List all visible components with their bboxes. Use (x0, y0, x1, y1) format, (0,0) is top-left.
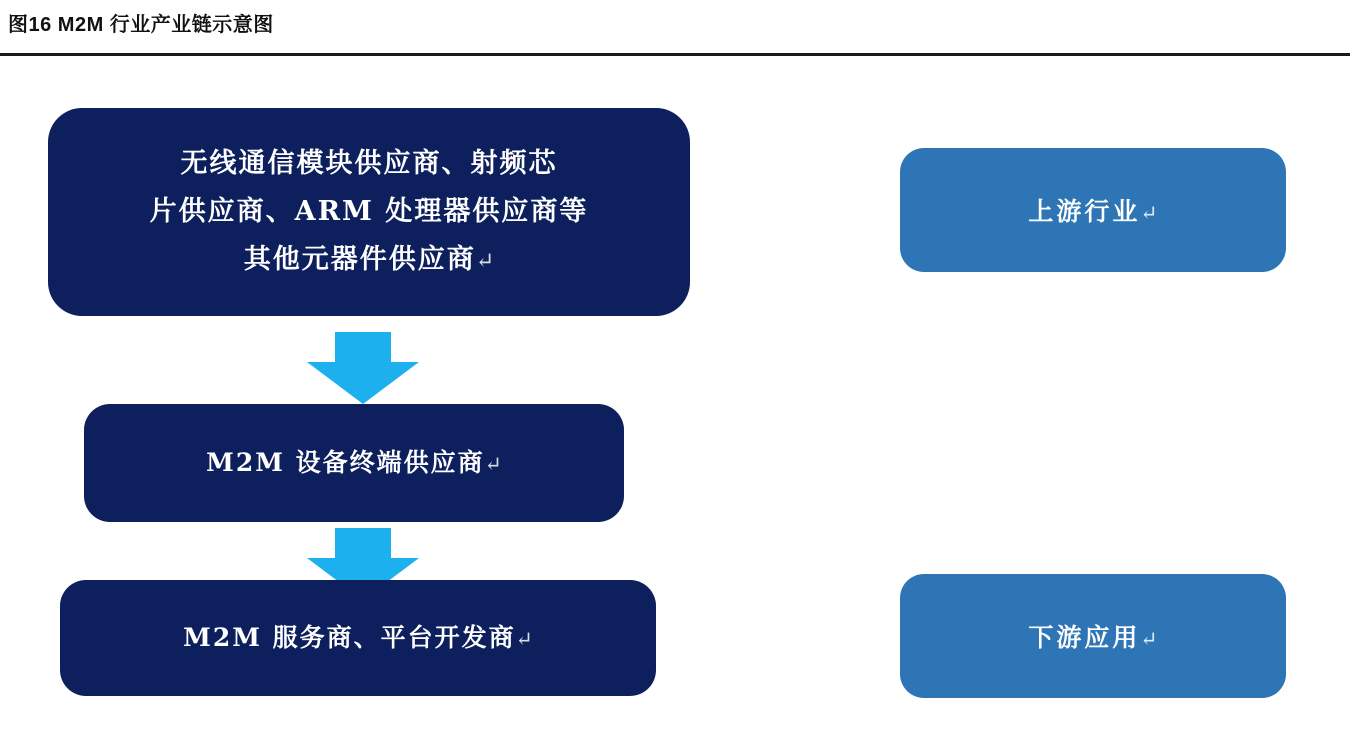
arrow-down-icon-1 (307, 332, 419, 404)
chain-node-downstream-line-1: M2M 服务商、平台开发商 (183, 622, 516, 652)
paragraph-mark-icon: ↵ (475, 247, 495, 274)
side-label-upstream-text (1028, 192, 1157, 228)
chain-node-upstream-text (150, 140, 589, 285)
chain-node-device-terminal-suppliers (84, 404, 624, 522)
chain-node-upstream-line-1: 无线通信模块供应商、射频芯 (180, 147, 558, 179)
side-label-upstream-value: 上游行业 (1028, 197, 1141, 226)
side-label-downstream-value: 下游应用 (1028, 623, 1141, 652)
paragraph-mark-icon: ↵ (484, 451, 502, 476)
paragraph-mark-icon: ↵ (515, 626, 533, 651)
industry-chain-diagram (0, 56, 1350, 734)
figure-title-bar (0, 0, 1350, 56)
chain-node-upstream-line-3: 其他元器件供应商 (243, 243, 476, 275)
chain-node-upstream-line-2: 片供应商、ARM 处理器供应商等 (149, 195, 589, 227)
chain-node-midstream-line-1: M2M 设备终端供应商 (206, 447, 485, 477)
side-label-downstream-application (900, 574, 1286, 698)
chain-node-midstream-text (206, 446, 502, 481)
page-title: 图16 M2M 行业产业链示意图 (8, 14, 274, 36)
side-label-downstream-text (1028, 618, 1157, 654)
chain-node-downstream-text (183, 621, 533, 656)
chain-node-upstream-suppliers (48, 108, 690, 316)
side-label-upstream-industry (900, 148, 1286, 272)
paragraph-mark-icon: ↵ (1140, 201, 1158, 225)
chain-node-service-platform-providers (60, 580, 656, 696)
paragraph-mark-icon: ↵ (1140, 627, 1158, 651)
